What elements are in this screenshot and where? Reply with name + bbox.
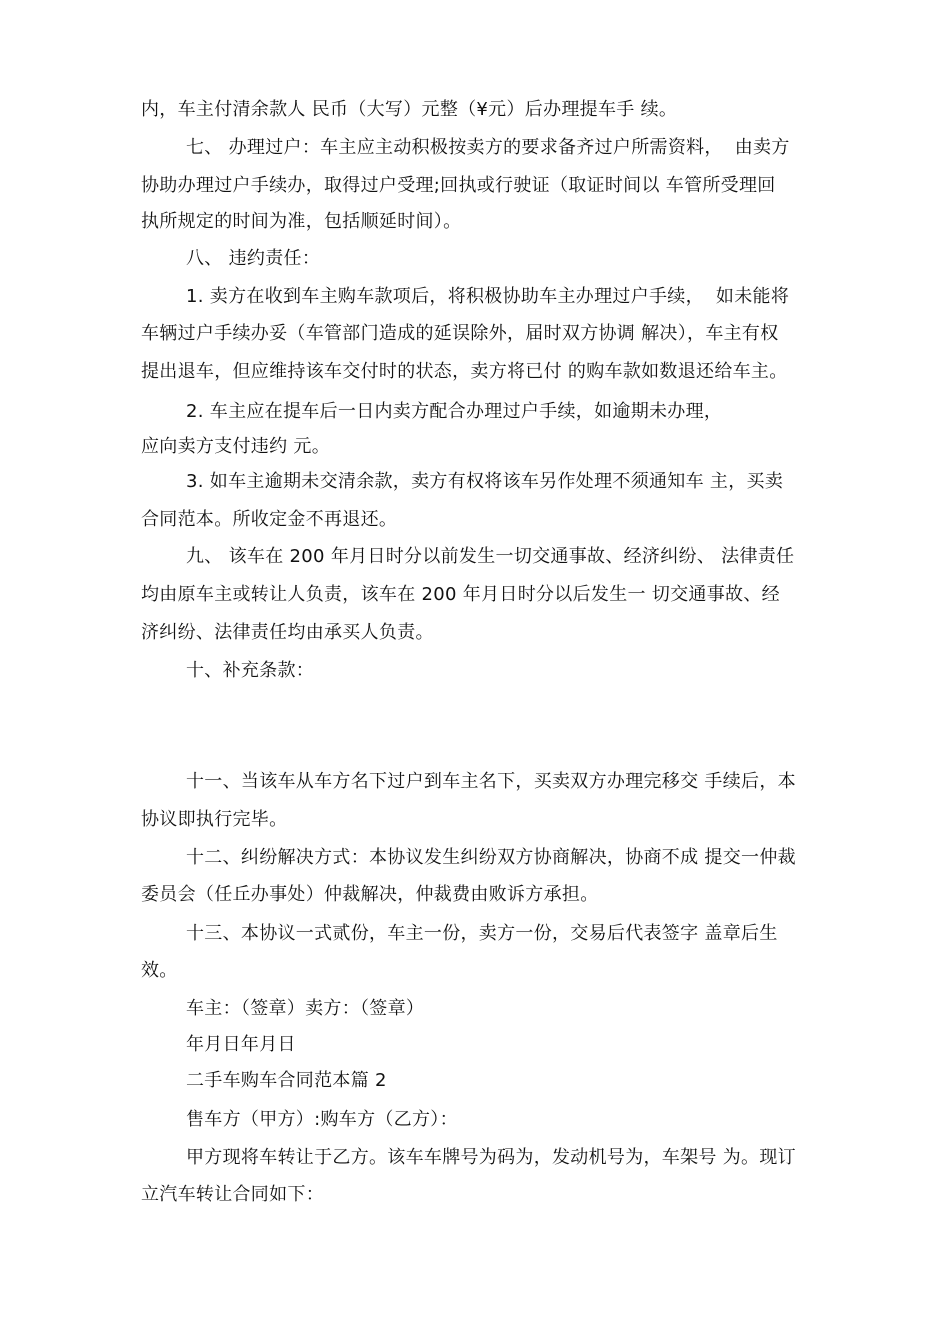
text-line-28: 立汽车转让合同如下： <box>141 1184 324 1205</box>
text-line-27: 甲方现将车转让于乙方。该车车牌号为码为，发动机号为，车架号 为。现订 <box>186 1147 796 1168</box>
text-line-6: 1. 卖方在收到车主购车款项后，将积极协助车主办理过户手续， 如未能将 <box>186 286 790 307</box>
text-line-25: 二手车购车合同范本篇 2 <box>186 1070 387 1091</box>
text-line-5: 八、 违约责任： <box>186 248 321 269</box>
text-line-26: 售车方（甲方）:购车方（乙方）： <box>186 1109 458 1130</box>
text-line-1: 内，车主付清余款人 民币（大写）元整（¥元）后办理提车手 续。 <box>141 99 678 120</box>
text-line-22: 效。 <box>141 960 178 981</box>
text-line-3: 协助办理过户手续办，取得过户受理;回执或行驶证（取证时间以 车管所受理回 <box>141 175 776 196</box>
text-line-20: 委员会（任丘办事处）仲裁解决，仲裁费由败诉方承担。 <box>141 884 599 905</box>
text-line-11: 3. 如车主逾期未交清余款，卖方有权将该车另作处理不须通知车 主，买卖 <box>186 471 784 492</box>
text-line-16: 十、补充条款： <box>186 660 315 681</box>
text-line-15: 济纠纷、法律责任均由承买人负责。 <box>141 622 434 643</box>
text-line-10: 应向卖方支付违约 元。 <box>141 436 331 457</box>
text-line-12: 合同范本。所收定金不再退还。 <box>141 509 398 530</box>
text-line-17: 十一、当该车从车方名下过户到车主名下，买卖双方办理完移交 手续后，本 <box>186 771 796 792</box>
text-line-8: 提出退车，但应维持该车交付时的状态，卖方将已付 的购车款如数退还给车主。 <box>141 361 788 382</box>
text-line-9: 2. 车主应在提车后一日内卖方配合办理过户手续，如逾期未办理， <box>186 401 723 422</box>
text-line-18: 协议即执行完毕。 <box>141 809 288 830</box>
text-line-23: 车主：（签章）卖方：（签章） <box>186 998 425 1019</box>
text-line-13: 九、 该车在 200 年月日时分以前发生一切交通事故、经济纠纷、 法律责任 <box>186 546 795 567</box>
text-line-14: 均由原车主或转让人负责，该车在 200 年月日时分以后发生一 切交通事故、经 <box>141 584 780 605</box>
text-line-21: 十三、本协议一式贰份，车主一份，卖方一份，交易后代表签字 盖章后生 <box>186 923 778 944</box>
text-line-7: 车辆过户手续办妥（车管部门造成的延误除外，届时双方协调 解决），车主有权 <box>141 323 779 344</box>
text-line-2: 七、 办理过户：车主应主动积极按卖方的要求备齐过户所需资料， 由卖方 <box>186 137 790 158</box>
text-line-4: 执所规定的时间为准，包括顺延时间）。 <box>141 211 462 232</box>
text-line-24: 年月日年月日 <box>186 1034 296 1055</box>
text-line-19: 十二、纠纷解决方式：本协议发生纠纷双方协商解决，协商不成 提交一仲裁 <box>186 847 796 868</box>
